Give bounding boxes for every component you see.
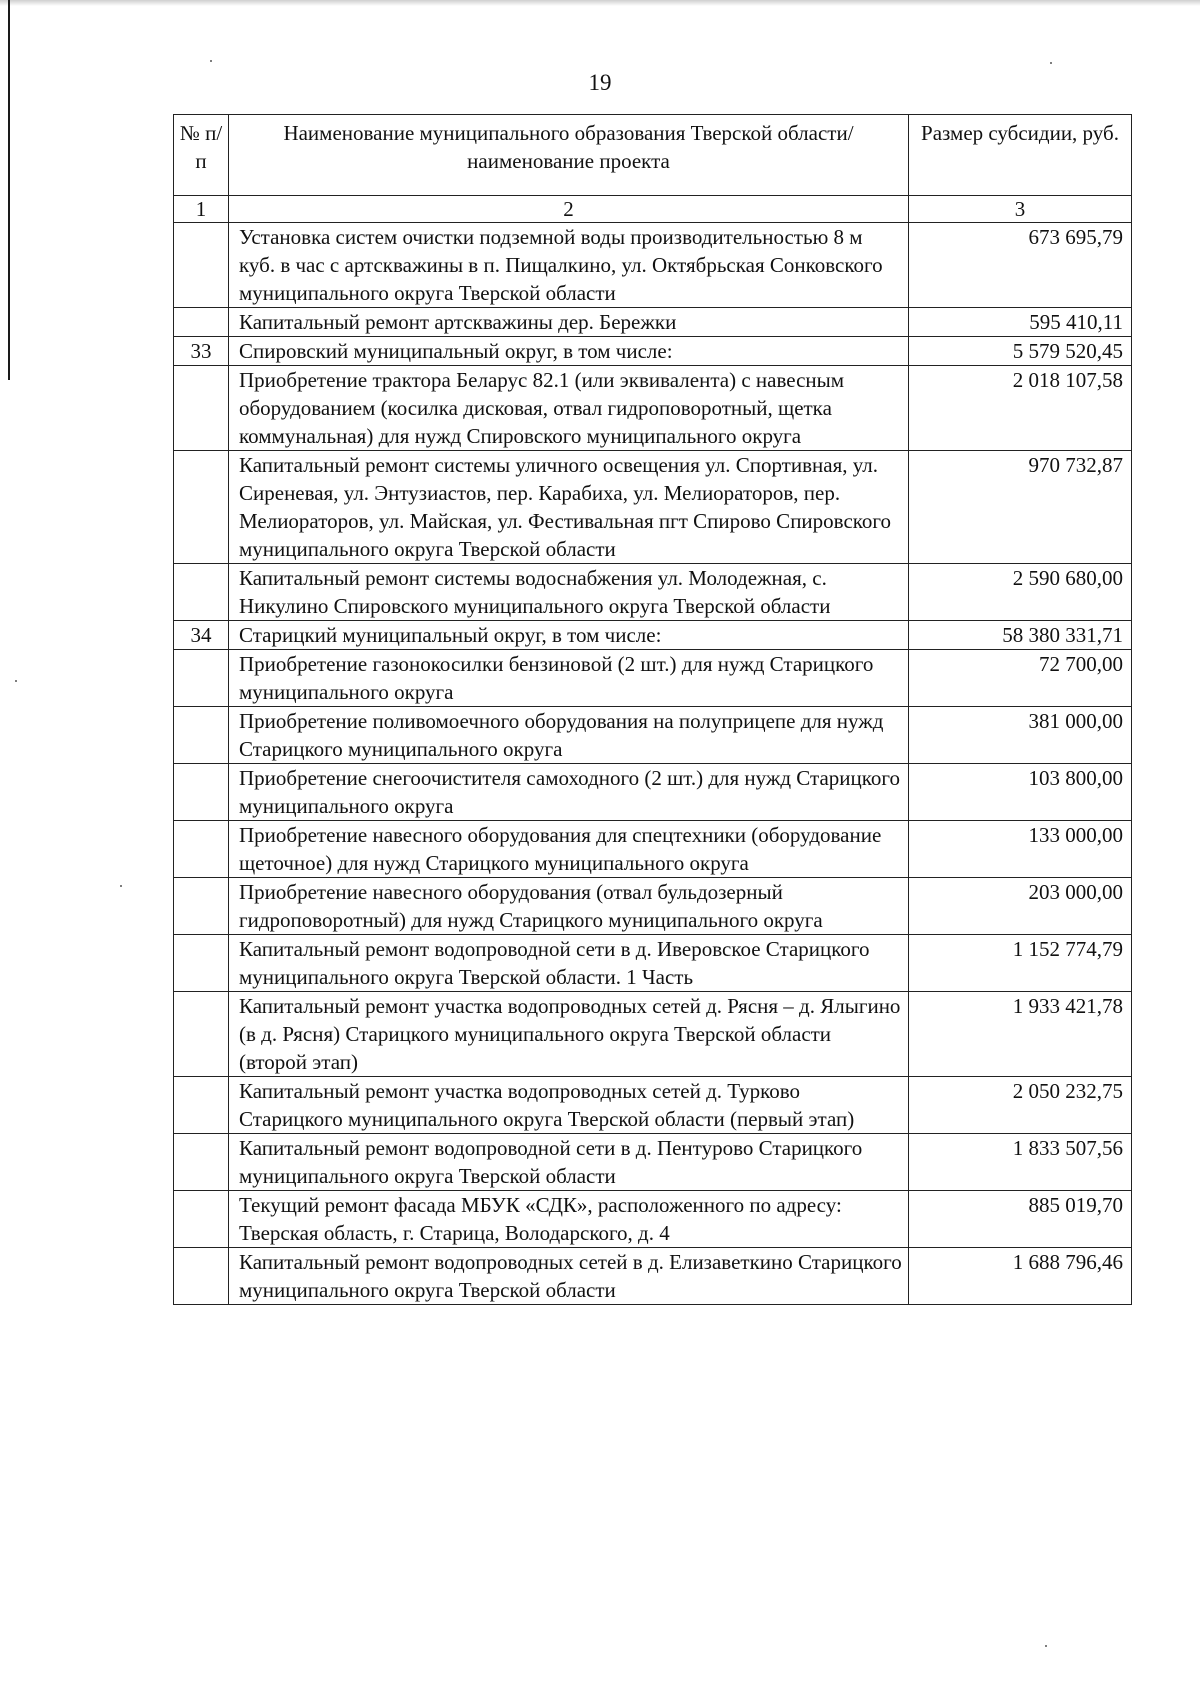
column-index-1: 1	[174, 196, 229, 223]
table-row	[174, 707, 1132, 764]
row-amount: 133 000,00	[909, 821, 1132, 878]
row-number: 33	[174, 337, 229, 366]
row-amount: 58 380 331,71	[909, 621, 1132, 650]
row-number: 34	[174, 621, 229, 650]
row-name: Приобретение навесного оборудования (отвал бульдозерный гидроповоротный) для нужд Старицкого муниципального округа	[229, 878, 909, 935]
row-number	[174, 821, 229, 878]
row-number	[174, 366, 229, 451]
row-amount: 2 018 107,58	[909, 366, 1132, 451]
row-number	[174, 764, 229, 821]
row-amount: 2 050 232,75	[909, 1077, 1132, 1134]
row-name: Капитальный ремонт участка водопроводных сетей д. Рясня – д. Ялыгино (в д. Рясня) Старицкого муниципального округа Тверской области (второй этап)	[229, 992, 909, 1077]
row-number	[174, 223, 229, 308]
row-amount: 72 700,00	[909, 650, 1132, 707]
row-name: Капитальный ремонт водопроводной сети в д. Пентурово Старицкого муниципального округа Тверской области	[229, 1134, 909, 1191]
row-number	[174, 308, 229, 337]
row-amount: 595 410,11	[909, 308, 1132, 337]
row-name: Капитальный ремонт системы водоснабжения ул. Молодежная, с. Никулино Спировского муниципального округа Тверской области	[229, 564, 909, 621]
table-row	[174, 308, 1132, 337]
page-number: 19	[588, 70, 612, 95]
header-amount: Размер субсидии, руб.	[909, 115, 1132, 196]
table-row	[174, 1248, 1132, 1305]
table-row	[174, 878, 1132, 935]
row-number	[174, 451, 229, 564]
table-row	[174, 223, 1132, 308]
row-amount: 203 000,00	[909, 878, 1132, 935]
column-index-3: 3	[909, 196, 1132, 223]
row-amount: 885 019,70	[909, 1191, 1132, 1248]
header-number: № п/п	[174, 115, 229, 196]
table-row	[174, 1077, 1132, 1134]
row-amount: 103 800,00	[909, 764, 1132, 821]
table-row	[174, 366, 1132, 451]
row-amount: 1 933 421,78	[909, 992, 1132, 1077]
scan-speck	[210, 60, 212, 62]
row-amount: 5 579 520,45	[909, 337, 1132, 366]
row-amount: 1 833 507,56	[909, 1134, 1132, 1191]
row-name: Капитальный ремонт водопроводных сетей в д. Елизаветкино Старицкого муниципального округа Тверской области	[229, 1248, 909, 1305]
row-name: Капитальный ремонт участка водопроводных сетей д. Турково Старицкого муниципального округа Тверской области (первый этап)	[229, 1077, 909, 1134]
row-number	[174, 564, 229, 621]
table-row	[174, 337, 1132, 366]
table-row	[174, 564, 1132, 621]
table-row	[174, 1191, 1132, 1248]
row-amount: 970 732,87	[909, 451, 1132, 564]
row-name: Приобретение поливомоечного оборудования на полуприцепе для нужд Старицкого муниципального округа	[229, 707, 909, 764]
row-amount: 2 590 680,00	[909, 564, 1132, 621]
table-header-row	[174, 115, 1132, 196]
header-name: Наименование муниципального образования Тверской области/наименование проекта	[229, 115, 909, 196]
row-number	[174, 1077, 229, 1134]
table-row	[174, 621, 1132, 650]
row-name: Старицкий муниципальный округ, в том числе:	[229, 621, 909, 650]
row-number	[174, 707, 229, 764]
table-row	[174, 451, 1132, 564]
row-name: Установка систем очистки подземной воды производительностью 8 м куб. в час с артскважины в п. Пищалкино, ул. Октябрьская Сонковского муниципального округа Тверской области	[229, 223, 909, 308]
row-name: Приобретение снегоочистителя самоходного (2 шт.) для нужд Старицкого муниципального округа	[229, 764, 909, 821]
row-number	[174, 992, 229, 1077]
row-name: Приобретение трактора Беларус 82.1 (или эквивалента) с навесным оборудованием (косилка дисковая, отвал гидроповоротный, щетка коммунальная) для нужд Спировского муниципального округа	[229, 366, 909, 451]
row-name: Приобретение газонокосилки бензиновой (2 шт.) для нужд Старицкого муниципального округа	[229, 650, 909, 707]
row-amount: 1 688 796,46	[909, 1248, 1132, 1305]
column-index-2: 2	[229, 196, 909, 223]
table-row	[174, 935, 1132, 992]
row-amount: 673 695,79	[909, 223, 1132, 308]
table-row	[174, 1134, 1132, 1191]
table-row	[174, 821, 1132, 878]
row-name: Текущий ремонт фасада МБУК «СДК», расположенного по адресу: Тверская область, г. Старица, Володарского, д. 4	[229, 1191, 909, 1248]
scan-top-edge	[0, 0, 1200, 6]
table-row	[174, 650, 1132, 707]
scan-left-edge	[8, 0, 10, 380]
row-name: Спировский муниципальный округ, в том числе:	[229, 337, 909, 366]
table-row	[174, 764, 1132, 821]
row-amount: 1 152 774,79	[909, 935, 1132, 992]
subsidy-table	[173, 114, 1132, 1305]
scan-speck	[15, 680, 17, 682]
scan-speck	[1045, 1645, 1047, 1647]
row-amount: 381 000,00	[909, 707, 1132, 764]
table-row	[174, 992, 1132, 1077]
scan-speck	[120, 885, 122, 887]
row-name: Капитальный ремонт системы уличного освещения ул. Спортивная, ул. Сиреневая, ул. Энтузиастов, пер. Карабиха, ул. Мелиораторов, пер. Мелиораторов, ул. Майская, ул. Фестивальная пгт Спирово Спировского муниципального округа Тверской области	[229, 451, 909, 564]
row-name: Капитальный ремонт артскважины дер. Бережки	[229, 308, 909, 337]
row-number	[174, 935, 229, 992]
row-number	[174, 650, 229, 707]
column-index-row	[174, 196, 1132, 223]
row-name: Приобретение навесного оборудования для спецтехники (оборудование щеточное) для нужд Старицкого муниципального округа	[229, 821, 909, 878]
scan-speck	[1050, 62, 1052, 64]
row-number	[174, 1134, 229, 1191]
row-number	[174, 1191, 229, 1248]
row-name: Капитальный ремонт водопроводной сети в д. Иверовское Старицкого муниципального округа Тверской области. 1 Часть	[229, 935, 909, 992]
row-number	[174, 878, 229, 935]
row-number	[174, 1248, 229, 1305]
